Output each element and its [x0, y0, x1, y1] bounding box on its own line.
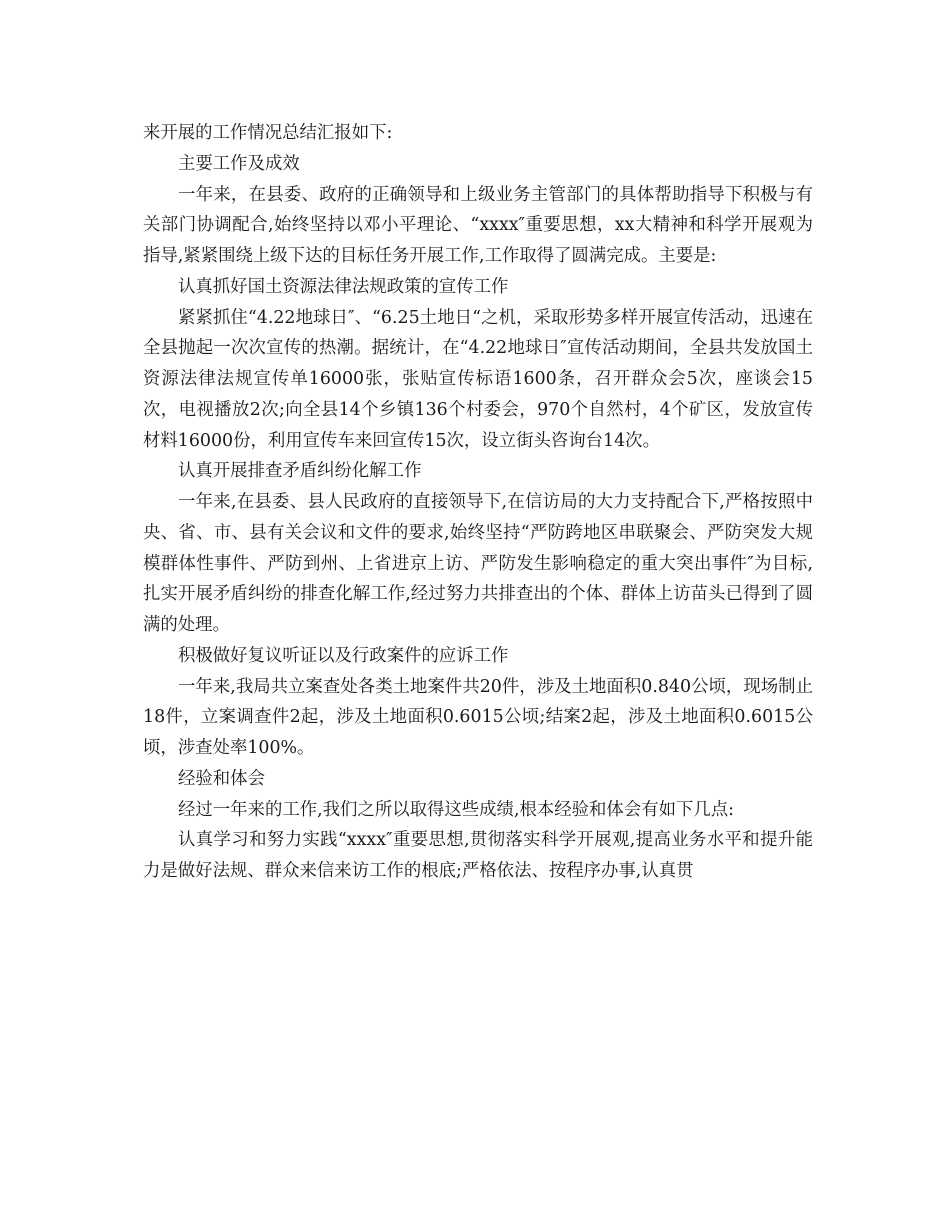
heading-main-work: 主要工作及成效 [178, 153, 300, 174]
paragraph-intro-continuation: 来开展的工作情况总结汇报如下: [143, 123, 393, 143]
heading-experience: 经验和体会 [178, 768, 265, 789]
document-body [143, 118, 813, 887]
heading-publicity-work: 认真抓好国土资源法律法规政策的宣传工作 [178, 276, 509, 297]
paragraph-experience-intro: 经过一年来的工作,我们之所以取得这些成绩,根本经验和体会有如下几点: [178, 799, 735, 820]
paragraph-overview: 一年来，在县委、政府的正确领导和上级业务主管部门的具体帮助指导下积极与有关部门协调配合,始终坚持以邓小平理论、“xxxx″重要思想，xx大精神和科学开展观为指导,紧紧围绕上级下达的目标任务开展工作,工作取得了圆满完成。主要是: [143, 184, 813, 266]
paragraph-dispute-resolution: 一年来,在县委、县人民政府的直接领导下,在信访局的大力支持配合下,严格按照中央、省、市、县有关会议和文件的要求,始终坚持“严防跨地区串联聚会、严防突发大规模群体性事件、严防到州、上省进京上访、严防发生影响稳定的重大突出事件″为目标,扎实开展矛盾纠纷的排查化解工作,经过努力共排查出的个体、群体上访苗头已得到了圆满的处理。 [143, 492, 813, 635]
heading-review-litigation: 积极做好复议听证以及行政案件的应诉工作 [178, 645, 509, 666]
heading-dispute-resolution: 认真开展排查矛盾纠纷化解工作 [178, 461, 422, 482]
paragraph-experience-point: 认真学习和努力实践“xxxx″重要思想,贯彻落实科学开展观,提高业务水平和提升能力是做好法规、群众来信来访工作的根底;严格依法、按程序办事,认真贯 [143, 830, 813, 881]
paragraph-publicity: 紧紧抓住“4.22地球日″、“6.25土地日“之机，采取形势多样开展宣传活动，迅速在全县抛起一次次宣传的热潮。据统计，在“4.22地球日″宣传活动期间，全县共发放国土资源法律法规宣传单16000张，张贴宣传标语1600条，召开群众会5次，座谈会15次，电视播放2次;向全县14个乡镇136个村委会，970个自然村，4个矿区，发放宣传材料16000份，利用宣传车来回宣传15次，设立街头咨询台14次。 [143, 307, 813, 451]
paragraph-land-cases: 一年来,我局共立案查处各类土地案件共20件，涉及土地面积0.840公顷，现场制止18件，立案调查件2起，涉及土地面积0.6015公顷;结案2起，涉及土地面积0.6015公顷，涉查处率100%。 [143, 676, 813, 758]
